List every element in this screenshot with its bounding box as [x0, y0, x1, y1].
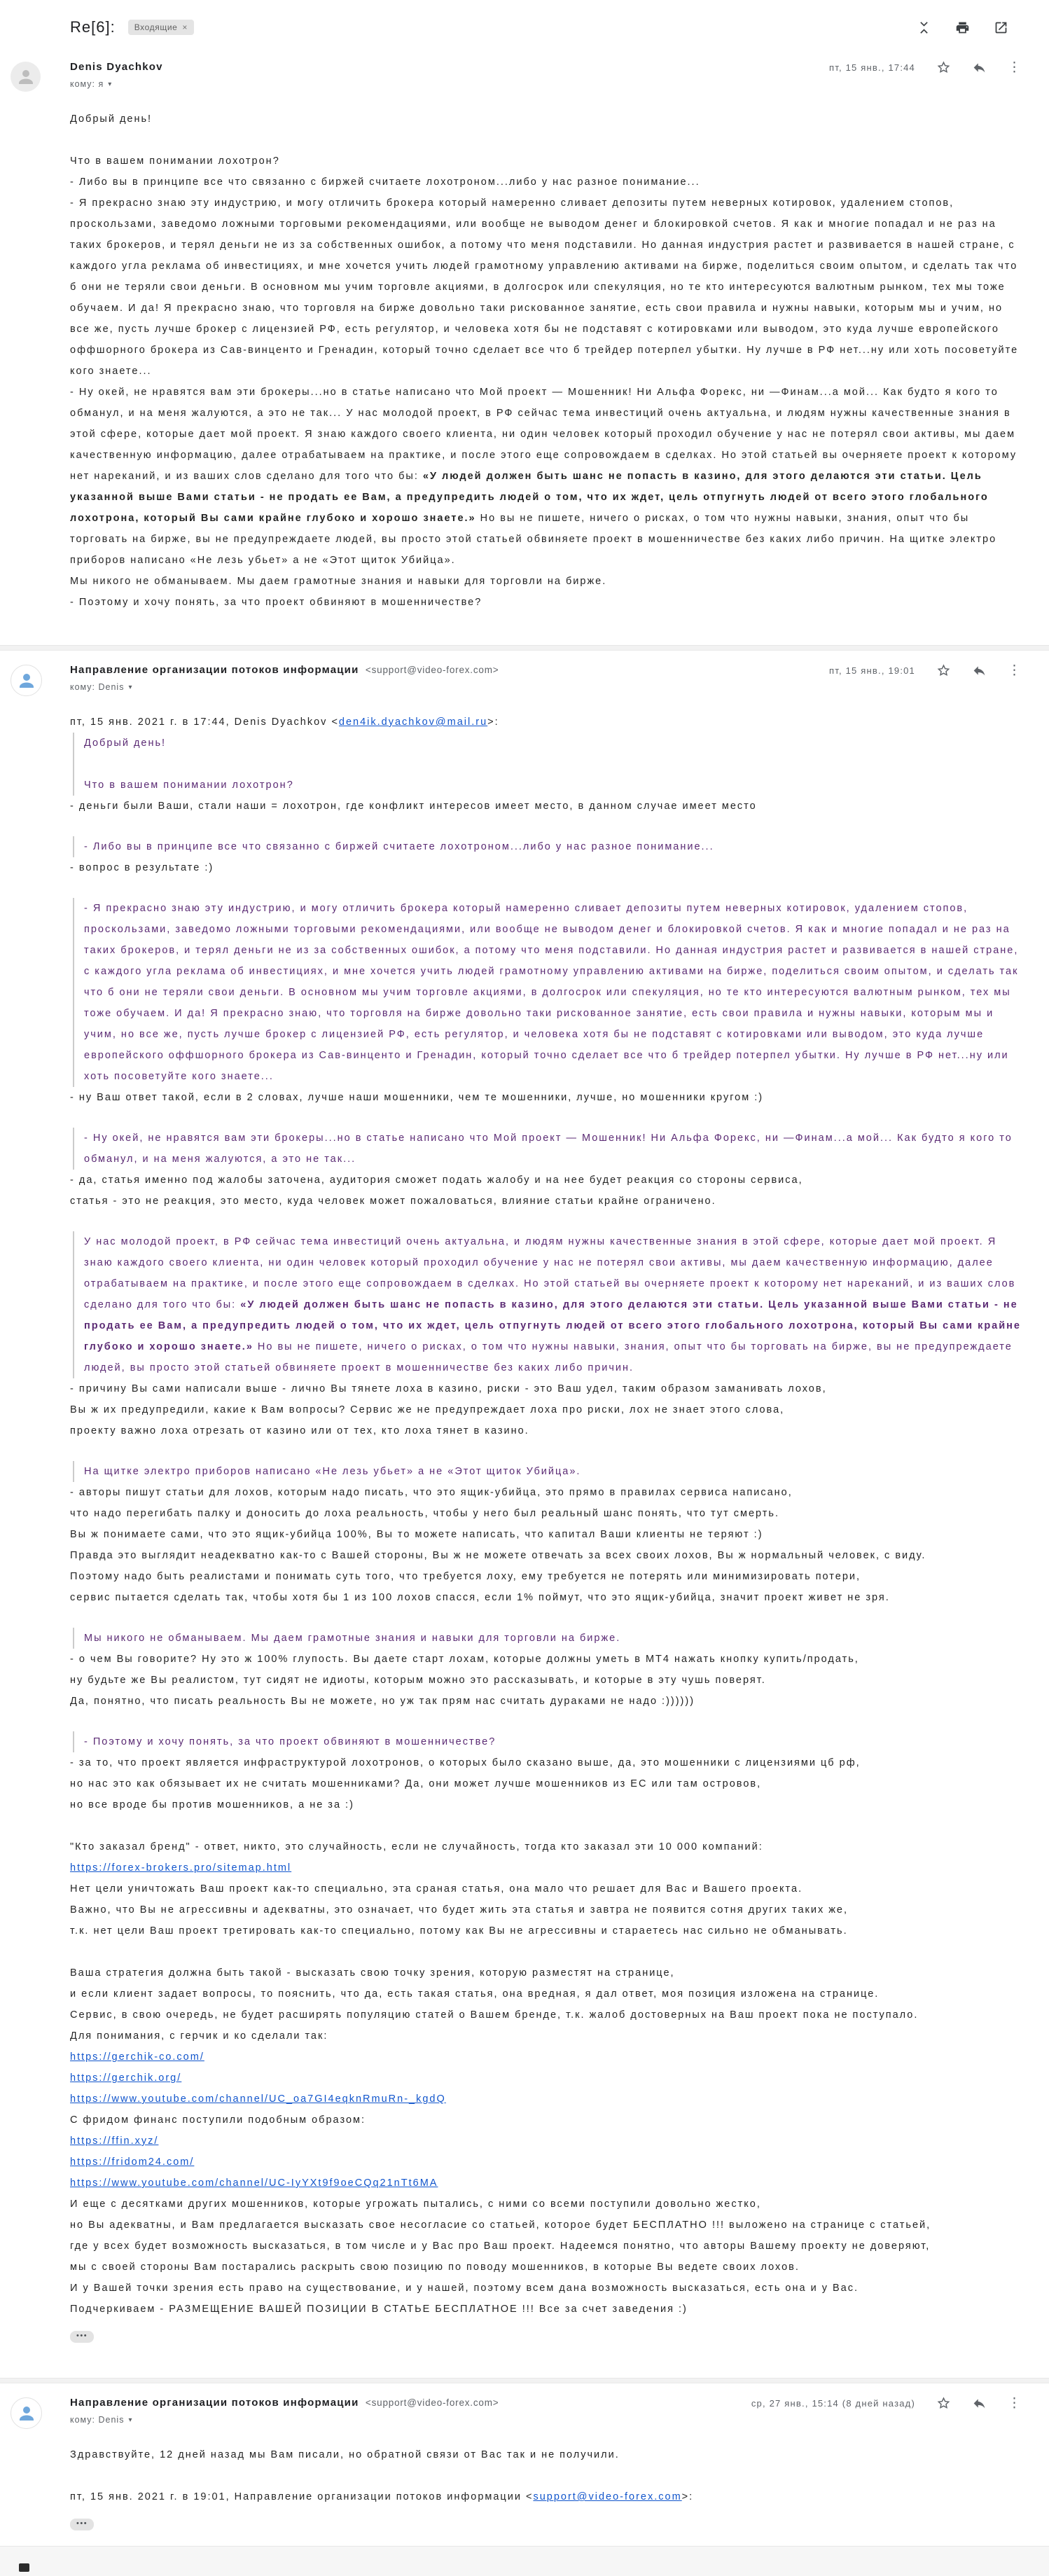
body-text-line: И еще с десятками других мошенников, которые угрожать пытались, с ними со всеми поступили довольно жестко, [70, 2198, 761, 2210]
body-text-line: - за то, что проект является инфраструктурой лохотронов, о которых было сказано выше, да, это мошенники с лицензиями цб рф, [70, 1757, 861, 1768]
recipient-row [70, 79, 163, 89]
body-text-line: Важно, что Вы не агрессивны и адекватны, это означает, что будет жить эта статья и завтра не появится сотня других таких же, [70, 1904, 849, 1916]
body-text-line: т.к. нет цели Ваш проект третировать как-то специально, потому как Вы не агрессивны и стараетесь нас сильно не обманывать. [70, 1925, 848, 1937]
body-text-line: - Я прекрасно знаю эту индустрию, и могу отличить брокера который намеренно сливает депозиты путем неверных котировок, удалением стопов, проскользами, заведомо ложными торговыми рекомендациями, или вообще не выводом денег и блокировкой счетов. Я как и многие попадал и не раз на таких брокеров, и терял деньги не из за собственных ошибок, а потому что меня подставили. Но данная индустрия растет и развивается в нашей стране, с каждого угла реклама об инвестициях, и мне хочется учить людей грамотному управлению активами на бирже, поделиться своим опытом, и сделать так что б они не теряли свои деньги. В основном мы учим торговле акциями, в долгосрок или спекуляция, но те кто интересуются валютным рынком, тех мы тоже обучаем. И да! Я прекрасно знаю, что торговля на бирже довольно таки рискованное занятие, есть свои правила и нужны навыки, которым мы и учим, но все же, пусть лучше брокер с лицензией РФ, есть регулятор, и человека хотя бы не подставят с котировками или выводом, это куда лучше европейского оффшорного брокера из Сав-винценто и Гренадин, который точно сделает все что б трейдер потерпел убытки. Ну лучше в РФ нет...ну или хоть посоветуйте кого знаете... [84, 903, 1019, 1082]
message-body [70, 109, 1021, 613]
quoted-text-block [73, 1231, 1021, 1378]
cutoff-ui-fragment [19, 2563, 29, 2572]
person-icon [16, 2403, 37, 2424]
sender-name: Направление организации потоков информации [70, 664, 359, 676]
email-address-link[interactable]: den4ik.dyachkov@mail.ru [338, 716, 488, 728]
body-text-line: и если клиент задает вопросы, то пояснить, что да, есть такая статья, она вредная, я дал ответ, моя позиция изложена на странице. [70, 1988, 880, 2000]
body-text-line: Поэтому надо быть реалистами и понимать суть того, что требуется лоху, ему требуется не потерять или минимизировать потери, [70, 1571, 861, 1582]
body-text-line: Здравствуйте, 12 дней назад мы Вам писали, но обратной связи от Вас так и не получили. [70, 2449, 620, 2460]
person-icon [16, 670, 37, 691]
inbox-label-chip[interactable] [128, 20, 194, 35]
show-details-chevron-icon[interactable]: ▾ [108, 80, 113, 88]
sender-email: <support@video-forex.com> [365, 2397, 499, 2408]
print-icon[interactable] [955, 20, 970, 35]
quote-attribution-line: пт, 15 янв. 2021 г. в 19:01, Направление организации потоков информации <support@video-forex.com>: [70, 2491, 694, 2502]
recipient-label: кому: я [70, 79, 104, 89]
message-divider [0, 645, 1049, 651]
body-text-line: "Кто заказал бренд" - ответ, никто, это случайность, если не случайность, тогда кто заказал эти 10 000 компаний: [70, 1841, 763, 1853]
sender-avatar [11, 62, 41, 92]
body-text-line: - ну Ваш ответ такой, если в 2 словах, лучше наши мошенники, чем те мошенники, лучше, но мошенники кругом :) [70, 1092, 764, 1103]
body-text-line: Мы никого не обманываем. Мы даем грамотные знания и навыки для торговли на бирже. [84, 1633, 621, 1644]
body-text-line: Сервис, в свою очередь, не будет расширять популяцию статей о Вашем бренде, т.к. жалоб достоверных на Ваш проект пока не поступало. [70, 2009, 919, 2021]
quoted-text-block [73, 1731, 1021, 1752]
body-text-line: Вы ж их предупредили, какие к Вам вопросы? Сервис же не предупреждает лоха про риски, лох не знает этого слова, [70, 1404, 785, 1415]
link-line [70, 2131, 1021, 2152]
body-text-line: - Поэтому и хочу понять, за что проект обвиняют в мошенничестве? [70, 597, 482, 608]
body-text-line: - Поэтому и хочу понять, за что проект обвиняют в мошенничестве? [84, 1736, 496, 1747]
spacer [70, 1941, 1021, 1962]
open-in-new-window-icon[interactable] [994, 20, 1008, 35]
email-message [0, 48, 1049, 645]
message-header-actions [829, 663, 1021, 678]
link-line [70, 2152, 1021, 2173]
body-text-line: Подчеркиваем - РАЗМЕЩЕНИЕ ВАШЕЙ ПОЗИЦИИ В СТАТЬЕ БЕСПЛАТНОЕ !!! Все за счет заведения :) [70, 2304, 688, 2315]
body-text-line: Ваша стратегия должна быть такой - высказать свою точку зрения, которую разместят на странице, [70, 1967, 675, 1979]
sender-avatar [11, 2397, 42, 2429]
body-link[interactable]: https://gerchik-co.com/ [70, 2051, 204, 2063]
link-line [70, 2068, 1021, 2089]
recipient-label: кому: Denis [70, 682, 125, 692]
email-address-link[interactable]: support@video-forex.com [533, 2491, 682, 2502]
reply-icon[interactable] [972, 2396, 987, 2411]
sender-line [70, 60, 163, 74]
body-text-line: но все вроде бы против мошенников, а не за :) [70, 1799, 354, 1810]
body-text-line: У нас молодой проект, в РФ сейчас тема инвестиций очень актуальна, и людям нужны качественные знания в этой сфере, которые дает мой проект. Я знаю каждого своего клиента, ни один человек который проходил обучение у нас не потерял свои активы, мы даем качественную информацию, далее отрабатываем на практике, и после этого еще сопровождаем в сделках. Но этой статьей вы очерняете проект к которому нет нареканий, и из ваших слов сделано для того что бы: «У людей должен быть шанс не попасть в казино, для этого делаются эти статьи. Цель указанной выше Вами статьи - не продать ее Вам, а предупредить людей о том, что их ждет, цель отпугнуть людей от всего этого глобального лохотрона, который Вы сами крайне глубоко и хорошо знаете.» Но вы не пишете, ничего о рисках, о том что нужны навыки, знания, опыт что бы торговать на бирже, вы не предупреждаете людей, вы просто этой статьей обвиняете проект в мошенничестве без каких либо причин. [84, 1236, 1021, 1373]
body-text-line: - Ну окей, не нравятся вам эти брокеры...но в статье написано что Мой проект — Мошенник! Ни Альфа Форекс, ни —Финам...а мой... Как будто я кого то обманул, и на меня жалуются, а это не так... [84, 1133, 1013, 1165]
message-header-actions [829, 60, 1021, 75]
link-line [70, 2173, 1021, 2194]
body-text-line: проекту важно лоха отрезать от казино или от тех, кто лоха тянет в казино. [70, 1425, 529, 1436]
body-text-line: На щитке электро приборов написано «Не лезь убьет» а не «Этот щиток Убийца». [84, 1466, 581, 1477]
body-text-line: Что в вашем понимании лохотрон? [70, 155, 280, 167]
email-message [0, 2383, 1049, 2546]
subject-row [0, 0, 1049, 48]
message-header-actions [751, 2396, 1021, 2411]
body-text-line: Нет цели уничтожать Ваш проект как-то специально, эта сраная статья, она мало что решает для Вас и Вашего проекта. [70, 1883, 803, 1895]
thread-subject: Re[6]: [70, 18, 116, 36]
body-text-line: Да, понятно, что писать реальность Вы не можете, но уж так прям нас считать дураками не надо :)))))) [70, 1696, 695, 1707]
message-date: ср, 27 янв., 15:14 (8 дней назад) [751, 2398, 915, 2409]
body-text-line: Правда это выглядит неадекватно как-то с Вашей стороны, Вы ж не можете отвечать за всех своих лохов, Вы ж нормальный человек, с виду. [70, 1550, 926, 1561]
body-text-line: Что в вашем понимании лохотрон? [84, 780, 294, 791]
body-text-line: ну будьте же Вы реалистом, тут сидят не идиоты, которым можно это рассказывать, и которые в эту чушь поверят. [70, 1675, 766, 1686]
message-header [70, 663, 1021, 692]
sender-line [70, 663, 499, 677]
body-text-line: - о чем Вы говорите? Ну это ж 100% глупость. Вы даете старт лохам, которые должны уметь в MT4 нажать кнопку купить/продать, [70, 1654, 859, 1665]
body-text-line: - вопрос в результате :) [70, 862, 214, 873]
page-footer [0, 2546, 1049, 2576]
quoted-text-block [73, 898, 1021, 1087]
spacer [70, 130, 1021, 151]
body-text-line: где у всех будет возможность высказаться, в том числе и у Вас про Ваш проект. Надеемся понятно, что авторы Вашему проекту не доверяют, [70, 2241, 931, 2252]
spacer [70, 1815, 1021, 1836]
body-link[interactable]: https://forex-brokers.pro/sitemap.html [70, 1862, 292, 1874]
thread-actions [917, 20, 1018, 35]
show-trimmed-content-button[interactable]: ••• [70, 2519, 94, 2530]
body-text-line: - авторы пишут статьи для лохов, которым надо писать, что это ящик-убийца, это прямо в правилах сервиса написано, [70, 1487, 793, 1498]
quoted-text-block [73, 733, 1021, 796]
message-date: пт, 15 янв., 17:44 [829, 62, 915, 73]
quoted-text-block [73, 1628, 1021, 1649]
body-link[interactable]: https://fridom24.com/ [70, 2156, 195, 2168]
body-text-line: Добрый день! [70, 113, 153, 125]
link-line [70, 2047, 1021, 2068]
more-options-icon[interactable]: ⋮ [1008, 60, 1021, 75]
message-body [70, 2444, 1021, 2533]
recipient-row [70, 682, 499, 692]
body-text-line: - Либо вы в принципе все что связанно с биржей считаете лохотроном...либо у нас разное понимание... [84, 841, 714, 852]
reply-icon[interactable] [972, 663, 987, 678]
link-line [70, 1857, 1021, 1878]
quoted-text-block [73, 1461, 1021, 1482]
body-text-line: Добрый день! [84, 738, 167, 749]
more-options-icon[interactable]: ⋮ [1008, 2396, 1021, 2411]
person-icon [15, 67, 36, 88]
email-message [0, 651, 1049, 2378]
body-text-line: Для понимания, с герчик и ко сделали так: [70, 2030, 328, 2042]
sender-avatar [11, 665, 42, 696]
body-text-line: С фридом финанс поступили подобным образом: [70, 2114, 366, 2126]
body-text-line: но Вы адекватны, и Вам предлагается высказать свое несогласие со статьей, которое будет БЕСПЛАТНО !!! выложено на странице с статьей, [70, 2220, 931, 2231]
body-text-line: И у Вашей точки зрения есть право на существование, и у нашей, поэтому всем дана возможность высказаться, есть она и у Вас. [70, 2283, 859, 2294]
body-text-line: - да, статья именно под жалобы заточена, аудитория сможет подать жалобу и на нее будет реакция со стороны сервиса, [70, 1175, 803, 1186]
more-options-icon[interactable]: ⋮ [1008, 663, 1021, 678]
spacer [84, 754, 1021, 775]
message-header [70, 60, 1021, 89]
body-text-line: но нас это как обязывает их не считать мошенниками? Да, они может лучше мошенников из ЕС или там островов, [70, 1778, 762, 1789]
star-icon[interactable] [936, 2396, 951, 2411]
reply-icon[interactable] [972, 60, 987, 75]
spacer [70, 2465, 1021, 2486]
body-text-line: сервис пытается сделать так, чтобы хотя бы 1 из 100 лохов спасся, если 1% поймут, что это ящик-убийца, значит проект живет не зря. [70, 1592, 890, 1603]
recipient-row [70, 2415, 499, 2425]
message-header [70, 2396, 1021, 2425]
body-link[interactable]: https://gerchik.org/ [70, 2072, 182, 2084]
body-text-line: - Либо вы в принципе все что связанно с биржей считаете лохотроном...либо у нас разное понимание... [70, 176, 700, 188]
body-link[interactable]: https://ffin.xyz/ [70, 2135, 159, 2147]
body-text-line: Вы ж понимаете сами, что это ящик-убийца 100%, Вы то можете написать, что капитал Ваши клиенты не теряют :) [70, 1529, 763, 1540]
star-icon[interactable] [936, 663, 951, 678]
body-text-line: - Я прекрасно знаю эту индустрию, и могу отличить брокера который намеренно сливает депозиты путем неверных котировок, удалением стопов, проскользами, заведомо ложными торговыми рекомендациями, или вообще не выводом денег и блокировкой счетов. Я как и многие попадал и не раз на таких брокеров, и терял деньги не из за собственных ошибок, а потому что меня подставили. Но данная индустрия растет и развивается в нашей стране, с каждого угла реклама об инвестициях, и мне хочется учить людей грамотному управлению активами на бирже, поделиться своим опытом, и сделать так что б они не теряли свои деньги. В основном мы учим торговле акциями, в долгосрок или спекуляция, но те кто интересуются валютным рынком, тех мы тоже обучаем. И да! Я прекрасно знаю, что торговля на бирже довольно таки рискованное занятие, есть свои правила и нужны навыки, которым мы и учим, но все же, пусть лучше брокер с лицензией РФ, есть регулятор, и человека хотя бы не подставят с котировками или выводом, это куда лучше европейского оффшорного брокера из Сав-винценто и Гренадин, который точно сделает все что б трейдер потерпел убытки. Ну лучше в РФ нет...ну или хоть посоветуйте кого знаете... [70, 198, 1019, 377]
quoted-text-block [73, 836, 1021, 857]
message-divider [0, 2378, 1049, 2383]
body-text-line: мы с своей стороны Вам постарались раскрыть свою позицию по поводу мошенников, в которые Вы ведете своих лохов. [70, 2262, 800, 2273]
quote-attribution-line: пт, 15 янв. 2021 г. в 17:44, Denis Dyachkov <den4ik.dyachkov@mail.ru>: [70, 716, 499, 728]
body-text-line: Мы никого не обманываем. Мы даем грамотные знания и навыки для торговли на бирже. [70, 576, 607, 587]
show-details-chevron-icon[interactable]: ▾ [128, 2416, 133, 2424]
sender-name: Denis Dyachkov [70, 61, 163, 73]
body-text-line: что надо перегибать палку и доносить до лоха реальность, чтобы у него был реальный шанс понять, что тут смерть. [70, 1508, 779, 1519]
recipient-label: кому: Denis [70, 2415, 125, 2425]
remove-label-icon[interactable]: × [182, 22, 188, 32]
sender-line [70, 2396, 499, 2410]
quoted-text-block [73, 1128, 1021, 1170]
body-text-line: статья - это не реакция, это место, куда человек может пожаловаться, влияние статьи крайне ограничено. [70, 1196, 716, 1207]
inbox-label-text: Входящие [134, 22, 178, 32]
show-trimmed-content-button[interactable]: ••• [70, 2331, 94, 2343]
message-body [70, 712, 1021, 2346]
link-line [70, 2089, 1021, 2110]
body-text-line: - причину Вы сами написали выше - лично Вы тянете лоха в казино, риски - это Ваш удел, таким образом заманивать лохов, [70, 1383, 827, 1394]
body-link[interactable]: https://www.youtube.com/channel/UC-IyYXt9f9oeCQq21nTt6MA [70, 2177, 438, 2189]
body-text-line: - Ну окей, не нравятся вам эти брокеры...но в статье написано что Мой проект — Мошенник! Ни Альфа Форекс, ни —Финам...а мой... Как будто я кого то обманул, и на меня жалуются, а это не так... У нас молодой проект, в РФ сейчас тема инвестиций очень актуальна, и людям нужны качественные знания в этой сфере, которые дает мой проект. Я знаю каждого своего клиента, ни один человек который проходил обучение у нас не потерял свои активы, мы даем качественную информацию, далее отрабатываем на практике, и после этого еще сопровождаем в сделках. Но этой статьей вы очерняете проект к которому нет нареканий, и из ваших слов сделано для того что бы: «У людей должен быть шанс не попасть в казино, для этого делаются эти статьи. Цель указанной выше Вами статьи - не продать ее Вам, а предупредить людей о том, что их ждет, цель отпугнуть людей от всего этого глобального лохотрона, который Вы сами крайне глубоко и хорошо знаете.» Но вы не пишете, ничего о рисках, о том что нужны навыки, знания, опыт что бы торговать на бирже, вы не предупреждаете людей, вы просто этой статьей обвиняете проект в мошенничестве без каких либо причин. На щитке электро приборов написано «Не лезь убьет» а не «Этот щиток Убийца». [70, 387, 1017, 566]
show-details-chevron-icon[interactable]: ▾ [128, 683, 133, 691]
body-text-line: - деньги были Ваши, стали наши = лохотрон, где конфликт интересов имеет место, в данном случае имеет место [70, 801, 757, 812]
sender-name: Направление организации потоков информации [70, 2397, 359, 2409]
collapse-all-icon[interactable] [917, 20, 931, 35]
message-date: пт, 15 янв., 19:01 [829, 665, 915, 676]
star-icon[interactable] [936, 60, 951, 75]
sender-email: <support@video-forex.com> [365, 665, 499, 675]
body-link[interactable]: https://www.youtube.com/channel/UC_oa7GI4eqknRmuRn-_kgdQ [70, 2093, 446, 2105]
